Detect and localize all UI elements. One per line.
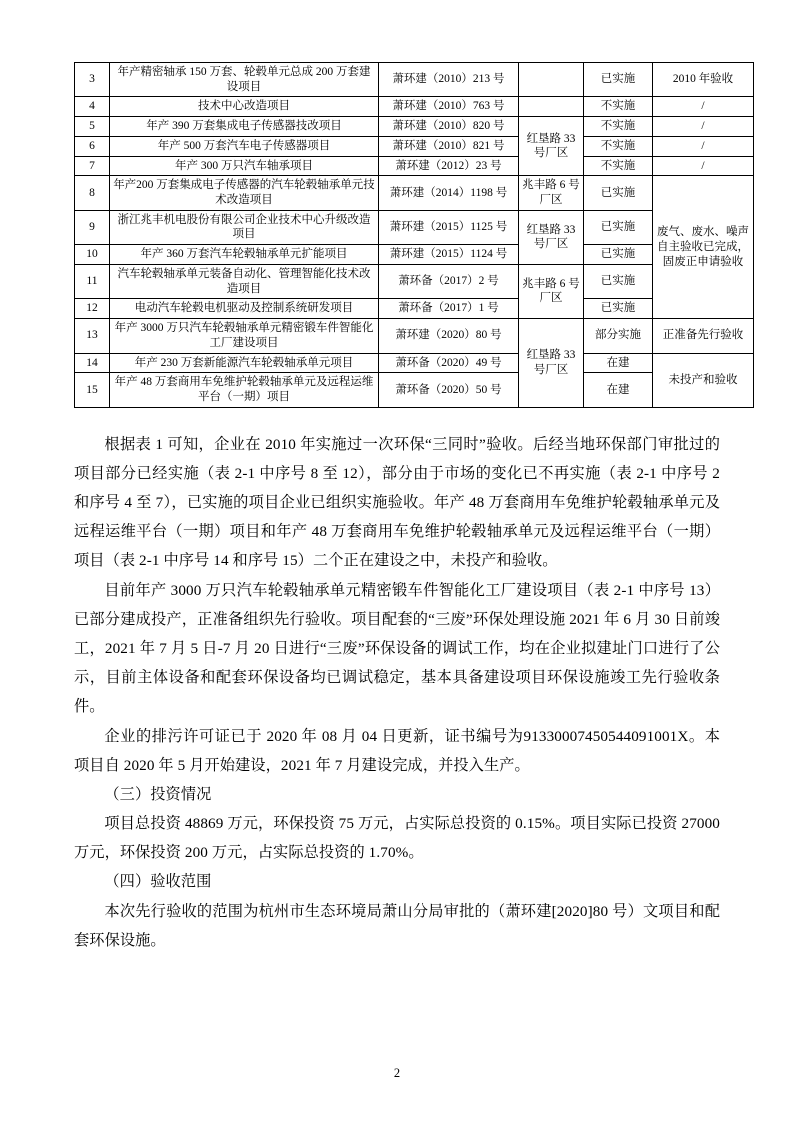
cell-no: 13 bbox=[75, 319, 110, 353]
cell-status: 在建 bbox=[584, 373, 653, 407]
cell-zone bbox=[519, 63, 584, 97]
table-row bbox=[75, 63, 754, 97]
project-table bbox=[74, 62, 754, 408]
cell-doc: 萧环备（2020）50 号 bbox=[379, 373, 519, 407]
cell-status: 不实施 bbox=[584, 97, 653, 117]
cell-name: 电动汽车轮毂电机驱动及控制系统研发项目 bbox=[110, 299, 379, 319]
cell-status: 已实施 bbox=[584, 245, 653, 265]
section-heading-investment: （三）投资情况 bbox=[104, 785, 212, 803]
cell-no: 12 bbox=[75, 299, 110, 319]
cell-name: 浙江兆丰机电股份有限公司企业技术中心升级改造项目 bbox=[110, 210, 379, 244]
cell-no: 10 bbox=[75, 245, 110, 265]
cell-doc: 萧环建（2015）1124 号 bbox=[379, 245, 519, 265]
table-row bbox=[75, 210, 754, 244]
table-row bbox=[75, 136, 754, 156]
cell-no: 14 bbox=[75, 353, 110, 373]
cell-doc: 萧环备（2017）2 号 bbox=[379, 264, 519, 298]
cell-name: 年产 390 万套集成电子传感器技改项目 bbox=[110, 117, 379, 137]
cell-no: 15 bbox=[75, 373, 110, 407]
cell-status: 部分实施 bbox=[584, 319, 653, 353]
cell-no: 7 bbox=[75, 156, 110, 176]
cell-name: 年产 48 万套商用车免维护轮毂轴承单元及远程运维平台（一期）项目 bbox=[110, 373, 379, 407]
cell-accept: / bbox=[653, 117, 754, 137]
cell-no: 8 bbox=[75, 176, 110, 210]
paragraph-5: 本次先行验收的范围为杭州市生态环境局萧山分局审批的（萧环建[2020]80 号）文项目和配套环保设施。 bbox=[74, 902, 720, 949]
cell-status: 已实施 bbox=[584, 210, 653, 244]
table-row bbox=[75, 319, 754, 353]
cell-name: 汽车轮毂轴承单元装备自动化、管理智能化技术改造项目 bbox=[110, 264, 379, 298]
cell-no: 5 bbox=[75, 117, 110, 137]
cell-name: 年产 230 万套新能源汽车轮毂轴承单元项目 bbox=[110, 353, 379, 373]
cell-name: 年产精密轴承 150 万套、轮毂单元总成 200 万套建设项目 bbox=[110, 63, 379, 97]
page-number: 2 bbox=[393, 1066, 401, 1080]
cell-doc: 萧环建（2010）763 号 bbox=[379, 97, 519, 117]
table-row bbox=[75, 245, 754, 265]
cell-status: 不实施 bbox=[584, 136, 653, 156]
cell-accept: / bbox=[653, 156, 754, 176]
table-row bbox=[75, 97, 754, 117]
cell-zone: 红垦路 33 号厂区 bbox=[519, 117, 584, 176]
cell-name: 技术中心改造项目 bbox=[110, 97, 379, 117]
cell-zone bbox=[519, 97, 584, 117]
cell-name: 年产 300 万只汽车轴承项目 bbox=[110, 156, 379, 176]
cell-accept: / bbox=[653, 136, 754, 156]
cell-zone: 红垦路 33 号厂区 bbox=[519, 210, 584, 264]
cell-status: 不实施 bbox=[584, 117, 653, 137]
cell-doc: 萧环建（2012）23 号 bbox=[379, 156, 519, 176]
cell-name: 年产 360 万套汽车轮毂轴承单元扩能项目 bbox=[110, 245, 379, 265]
section-heading-scope: （四）验收范围 bbox=[104, 873, 212, 891]
cell-doc: 萧环建（2010）820 号 bbox=[379, 117, 519, 137]
cell-zone: 兆丰路 6 号厂区 bbox=[519, 264, 584, 318]
cell-name: 年产 3000 万只汽车轮毂轴承单元精密锻车件智能化工厂建设项目 bbox=[110, 319, 379, 353]
paragraph-1: 根据表 1 可知，企业在 2010 年实施过一次环保“三同时”验收。后经当地环保部门审批过的项目部分已经实施（表 2-1 中序号 8 至 12），部分由于市场的变化已不再实施（表 2-1 中序号 2 和序号 4 至 7），已实施的项目企业已组织实施验收。年产 48 万套商用车免维护轮毂轴承单元及远程运维平台（一期）项目和年产 48 万套商用车免维护轮毂轴承单元及远程运维平台（一期）项目（表 2-1 中序号 14 和序号 15）二个正在建设之中，未投产和验收。 bbox=[74, 435, 720, 570]
project-table-body bbox=[75, 63, 754, 408]
cell-accept: 2010 年验收 bbox=[653, 63, 754, 97]
cell-name: 年产200 万套集成电子传感器的汽车轮毂轴承单元技术改造项目 bbox=[110, 176, 379, 210]
table-row bbox=[75, 353, 754, 373]
table-row bbox=[75, 176, 754, 210]
cell-doc: 萧环建（2010）213 号 bbox=[379, 63, 519, 97]
cell-status: 已实施 bbox=[584, 299, 653, 319]
cell-zone: 兆丰路 6 号厂区 bbox=[519, 176, 584, 210]
cell-doc: 萧环备（2020）49 号 bbox=[379, 353, 519, 373]
cell-no: 4 bbox=[75, 97, 110, 117]
cell-status: 已实施 bbox=[584, 63, 653, 97]
cell-no: 11 bbox=[75, 264, 110, 298]
cell-accept: 正准备先行验收 bbox=[653, 319, 754, 353]
table-row bbox=[75, 264, 754, 298]
cell-doc: 萧环建（2010）821 号 bbox=[379, 136, 519, 156]
cell-no: 3 bbox=[75, 63, 110, 97]
cell-status: 已实施 bbox=[584, 264, 653, 298]
table-row bbox=[75, 299, 754, 319]
paragraph-2: 目前年产 3000 万只汽车轮毂轴承单元精密锻车件智能化工厂建设项目（表 2-1 中序号 13）已部分建成投产，正准备组织先行验收。项目配套的“三废”环保处理设施 2021 年 6 月 30 日前竣工，2021 年 7 月 5 日-7 月 20 日进行“三废”环保设备的调试工作，均在企业拟建址门口进行了公示，目前主体设备和配套环保设备均已调试稳定，基本具备建设项目环保设施竣工先行验收条件。 bbox=[74, 581, 720, 716]
cell-doc: 萧环备（2017）1 号 bbox=[379, 299, 519, 319]
cell-name: 年产 500 万套汽车电子传感器项目 bbox=[110, 136, 379, 156]
table-row bbox=[75, 117, 754, 137]
paragraph-4: 项目总投资 48869 万元，环保投资 75 万元，占实际总投资的 0.15%。项目实际已投资 27000 万元，环保投资 200 万元，占实际总投资的 1.70%。 bbox=[74, 815, 720, 862]
table-row bbox=[75, 156, 754, 176]
cell-zone: 红垦路 33 号厂区 bbox=[519, 319, 584, 408]
cell-doc: 萧环建（2014）1198 号 bbox=[379, 176, 519, 210]
cell-no: 6 bbox=[75, 136, 110, 156]
paragraph-3: 企业的排污许可证已于 2020 年 08 月 04 日更新，证书编号为91330007450544091001X。本项目自 2020 年 5 月开始建设，2021 年 7 月建设完成，并投入生产。 bbox=[74, 727, 720, 774]
cell-accept: 未投产和验收 bbox=[653, 353, 754, 407]
cell-accept: 废气、废水、噪声自主验收已完成，固废正申请验收 bbox=[653, 176, 754, 319]
body-text bbox=[74, 430, 720, 955]
cell-no: 9 bbox=[75, 210, 110, 244]
cell-doc: 萧环建（2015）1125 号 bbox=[379, 210, 519, 244]
cell-status: 在建 bbox=[584, 353, 653, 373]
cell-doc: 萧环建（2020）80 号 bbox=[379, 319, 519, 353]
table-row bbox=[75, 373, 754, 407]
cell-accept: / bbox=[653, 97, 754, 117]
cell-status: 不实施 bbox=[584, 156, 653, 176]
cell-status: 已实施 bbox=[584, 176, 653, 210]
